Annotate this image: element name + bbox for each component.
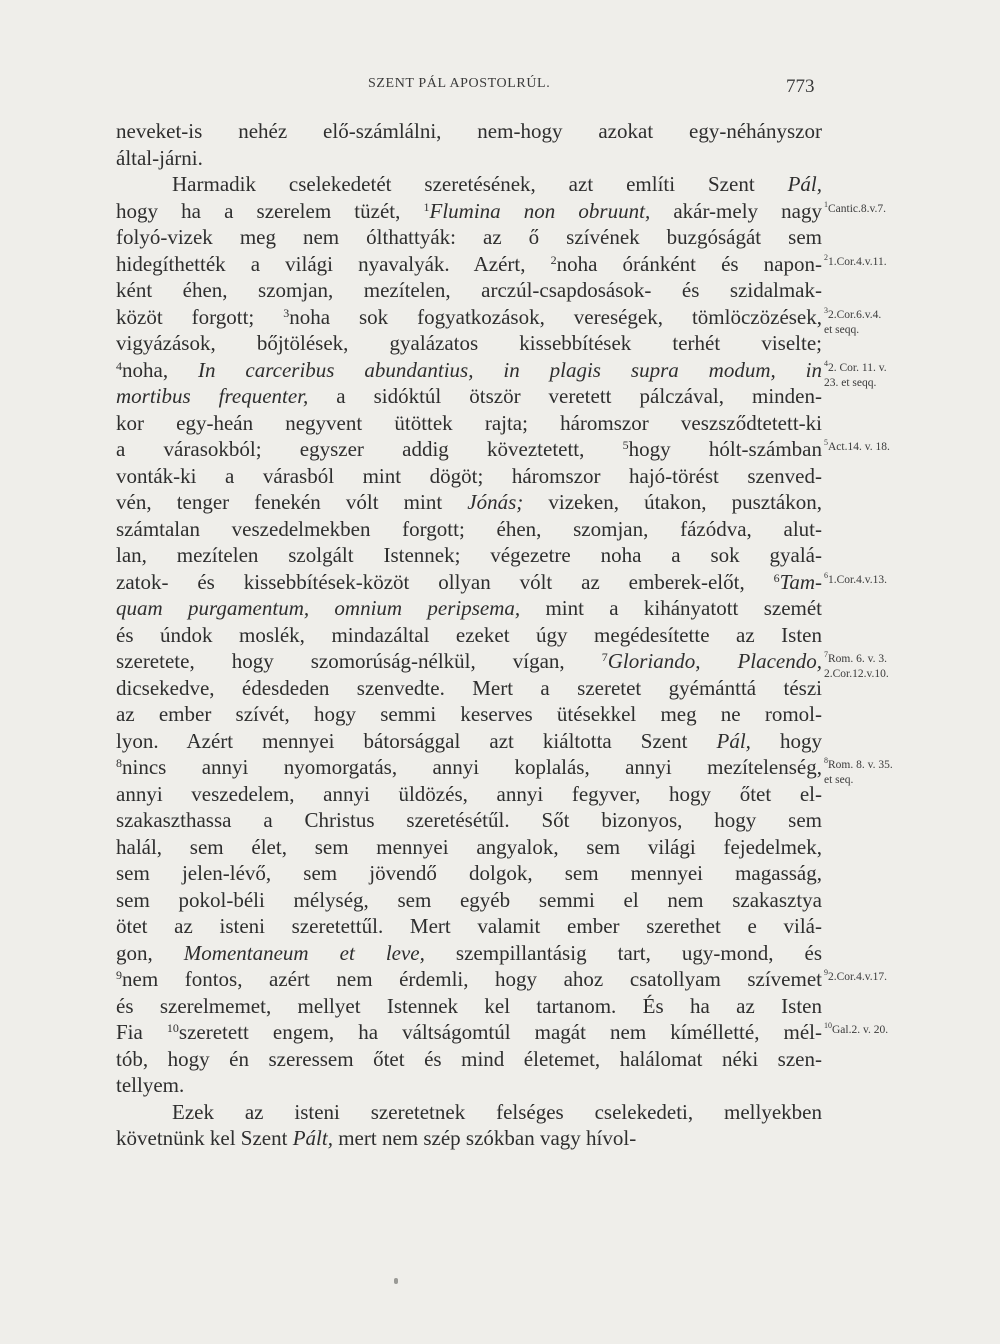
- text-line: [116, 118, 822, 144]
- text-segment: Rom. 6. v. 3.: [828, 653, 887, 665]
- italic-phrase: In carceribus abundantius, in plagis supra modum, in: [198, 357, 822, 382]
- margin-reference: [824, 376, 876, 390]
- text-segment: Gal.2. v. 20.: [832, 1024, 889, 1036]
- text-line: [116, 993, 822, 1019]
- text-segment: Ezek az isteni szeretetnek felséges cselekedeti, mellyekben: [172, 1099, 822, 1124]
- italic-phrase: Pál,: [716, 728, 751, 753]
- text-segment: Fia: [116, 1020, 167, 1044]
- footnote-marker: 10: [166, 1021, 179, 1035]
- text-segment: szakaszthassa a Christus szeretésétűl. Sőt bizonyos, hogy sem: [116, 808, 822, 832]
- text-segment: számtalan veszedelmekben forgott; éhen, szomjan, fázódva, alut-: [116, 516, 822, 541]
- text-line: [116, 701, 822, 727]
- text-line: [116, 913, 822, 939]
- italic-phrase: quam purgamentum, omnium peripsema,: [116, 596, 521, 620]
- text-segment: Harmadik cselekedetét szeretésének, azt említi Szent: [172, 172, 788, 196]
- text-line: [116, 489, 822, 515]
- text-line: [116, 595, 822, 621]
- text-line: [116, 145, 822, 171]
- text-segment: szempillantásig tart, ugy-mond, és: [424, 940, 822, 965]
- text-segment: Rom. 8. v. 35.: [828, 759, 893, 771]
- text-line: [116, 940, 822, 966]
- text-line: [116, 834, 822, 860]
- text-line: [116, 410, 822, 436]
- text-line: [116, 860, 822, 886]
- text-segment: 2.Cor.12.v.10.: [824, 668, 889, 680]
- text-segment: hogy hólt-számban: [628, 437, 822, 461]
- margin-reference: [824, 199, 887, 216]
- text-segment: gon,: [116, 940, 184, 965]
- footnote-marker: 7: [601, 650, 608, 664]
- footnote-marker: 3: [283, 305, 290, 320]
- margin-reference: [824, 570, 887, 587]
- footnote-marker: 4: [824, 358, 828, 368]
- text-line: [116, 675, 822, 701]
- italic-phrase: mortibus frequenter,: [116, 384, 309, 408]
- text-line: [116, 966, 822, 992]
- footnote-marker: 4: [116, 358, 122, 373]
- text-segment: nem fontos, azért nem érdemli, hogy ahoz csatollyam szívemet: [122, 967, 822, 991]
- text-segment: mert nem szép szókban vagy hívol-: [332, 1126, 637, 1150]
- text-line: [172, 1099, 822, 1125]
- footnote-marker: 6: [773, 570, 780, 585]
- margin-reference: [824, 667, 889, 681]
- text-segment: és úndok moslék, mindazáltal ezeket úgy megédesítette az Isten: [116, 622, 822, 647]
- footnote-marker: 3: [824, 305, 828, 315]
- text-line: [116, 277, 822, 303]
- text-segment: et seq.: [824, 774, 854, 786]
- text-segment: vigyázások, bőjtölések, gyalázatos kissebbítések terhét viselte;: [116, 331, 822, 355]
- margin-reference: [824, 305, 882, 322]
- footnote-marker: 6: [824, 570, 828, 580]
- text-segment: hogy ha a szerelem tüzét,: [116, 198, 424, 223]
- text-segment: lyon. Azért mennyei bátorsággal azt kiáltotta Szent: [116, 728, 717, 753]
- italic-phrase: Pál,: [787, 172, 822, 196]
- text-segment: által-járni.: [116, 145, 203, 170]
- text-segment: hidegíthették a világi nyavalyák. Azért,: [116, 251, 551, 276]
- text-segment: ötet az isteni szeretettűl. Mert valamit ember szerethet e vilá-: [116, 914, 822, 938]
- text-segment: noha sok fogyatkozások, vereségek, tömlöczözések,: [289, 304, 823, 329]
- text-segment: az ember szívét, hogy semmi keserves ütésekkel meg ne romol-: [116, 702, 822, 726]
- text-segment: 1.Cor.4.v.11.: [828, 255, 887, 268]
- text-line: [116, 383, 822, 409]
- text-line: [116, 1072, 822, 1098]
- text-segment: a várasokból; egyszer addig köveztetett,: [116, 437, 623, 461]
- text-segment: szeretete, hogy szomorúság-nélkül, vígan,: [116, 649, 602, 673]
- footnote-marker: 1: [824, 199, 828, 209]
- text-segment: nincs annyi nyomorgatás, annyi koplalás, annyi mezítelenség,: [122, 755, 822, 779]
- text-segment: vizeken, útakon, pusztákon,: [523, 490, 822, 514]
- text-line: [116, 224, 822, 250]
- text-line: [116, 198, 822, 224]
- text-line: [116, 1046, 822, 1072]
- footnote-marker: 5: [824, 438, 828, 447]
- italic-phrase: Momentaneum et leve,: [183, 940, 425, 965]
- text-line: [116, 516, 822, 542]
- footnote-marker: 9: [116, 968, 122, 982]
- text-segment: vén, tenger fenekén vólt mint: [116, 490, 468, 514]
- text-segment: dicsekedve, édesdeden szenvedte. Mert a szeretet gyémánttá tészi: [116, 675, 822, 700]
- text-segment: 2. Cor. 11. v.: [828, 361, 887, 374]
- text-line: [116, 357, 822, 383]
- text-line: [116, 1125, 822, 1151]
- text-line: [116, 436, 822, 462]
- text-segment: 2.Cor.6.v.4.: [828, 308, 882, 321]
- text-line: [116, 304, 822, 330]
- text-line: [116, 807, 822, 833]
- footnote-marker: 2: [824, 252, 828, 262]
- margin-reference: [824, 358, 887, 375]
- text-segment: et seqq.: [824, 323, 860, 336]
- text-line: [116, 542, 822, 568]
- text-segment: noha óránként és napon-: [556, 251, 822, 276]
- ink-speck: [394, 1278, 398, 1284]
- text-segment: követnünk kel Szent: [116, 1126, 293, 1150]
- text-segment: sem pokol-béli mélység, sem egyéb semmi el nem szakasztya: [116, 887, 822, 912]
- text-segment: Cantic.8.v.7.: [828, 202, 887, 215]
- text-segment: szeretett engem, ha váltságomtúl magát nem kímélletté, mél-: [178, 1020, 822, 1044]
- text-line: [116, 728, 822, 754]
- italic-phrase: Tam-: [779, 569, 822, 594]
- margin-reference: [824, 970, 887, 984]
- text-segment: vonták-ki a várasból mint dögöt; háromszor hajó-törést szenved-: [116, 463, 822, 488]
- text-line: [116, 330, 822, 356]
- text-line: [116, 251, 822, 277]
- text-segment: hogy: [750, 728, 822, 753]
- text-segment: Act.14. v. 18.: [828, 441, 890, 453]
- text-segment: közöt forgott;: [116, 304, 284, 329]
- margin-reference: [824, 1023, 888, 1037]
- text-segment: annyi veszedelem, annyi üldözés, annyi fegyver, hogy őtet el-: [116, 781, 822, 806]
- running-title: SZENT PÁL APOSTOLRÚL.: [368, 76, 551, 91]
- text-segment: és szerelmemet, mellyet Istennek kel tartanom. És ha az Isten: [116, 993, 822, 1018]
- text-line: [116, 463, 822, 489]
- text-segment: mint a kihányatott szemét: [520, 596, 822, 620]
- text-segment: tób, hogy én szeressem őtet és mind életemet, halálomat néki szen-: [116, 1046, 822, 1071]
- text-segment: zatok- és kissebbítések-közöt ollyan vólt az emberek-előt,: [116, 569, 774, 594]
- footnote-marker: 9: [824, 968, 828, 977]
- text-segment: folyó-vizek meg nem ólthattyák: az ő szívének buzgóságát sem: [116, 225, 822, 249]
- margin-reference: [824, 773, 853, 787]
- text-line: [116, 754, 822, 780]
- italic-phrase: Jónás;: [467, 490, 524, 514]
- text-segment: ként éhen, szomjan, mezítelen, arczúl-csapdosások- és szidalmak-: [116, 278, 822, 302]
- text-line: [116, 622, 822, 648]
- text-line: [116, 887, 822, 913]
- text-line: [116, 569, 822, 595]
- text-segment: lan, mezítelen szolgált Istennek; végezetre noha a sok gyalá-: [116, 543, 822, 567]
- margin-reference: [824, 652, 887, 666]
- text-segment: tellyem.: [116, 1073, 185, 1097]
- footnote-marker: 7: [824, 650, 828, 659]
- footnote-marker: 10: [824, 1021, 832, 1030]
- text-segment: 1.Cor.4.v.13.: [828, 573, 887, 586]
- text-segment: halál, sem élet, sem mennyei angyalok, sem világi fejedelmek,: [116, 834, 822, 859]
- margin-reference: [824, 252, 887, 269]
- text-segment: neveket-is nehéz elő-számlálni, nem-hogy azokat egy-néhányszor: [116, 119, 822, 143]
- italic-phrase: Pált,: [292, 1126, 333, 1150]
- text-segment: 2.Cor.4.v.17.: [828, 971, 887, 983]
- page-number: 773: [786, 76, 815, 97]
- text-line: [172, 171, 822, 197]
- text-segment: akár-mely nagy: [650, 198, 822, 223]
- margin-reference: [824, 758, 893, 772]
- margin-reference: [824, 323, 859, 337]
- footnote-marker: 8: [824, 756, 828, 765]
- margin-reference: [824, 440, 890, 454]
- text-segment: a sidóktúl ötször veretett pálczával, minden-: [308, 384, 822, 408]
- text-segment: kor egy-heán negyvent ütöttek rajta; háromszor veszsződtetett-ki: [116, 410, 822, 435]
- footnote-marker: 5: [622, 438, 629, 452]
- footnote-marker: 1: [423, 199, 430, 214]
- italic-phrase: Flumina non obruunt,: [429, 198, 651, 223]
- text-segment: noha,: [122, 357, 198, 382]
- text-segment: 23. et seqq.: [824, 376, 877, 389]
- footnote-marker: 8: [116, 756, 122, 770]
- text-line: [116, 781, 822, 807]
- text-line: [116, 1019, 822, 1045]
- text-line: [116, 648, 822, 674]
- italic-phrase: Gloriando, Placendo,: [607, 649, 823, 673]
- footnote-marker: 2: [550, 252, 557, 267]
- text-segment: sem jelen-lévő, sem jövendő dolgok, sem mennyei magasság,: [116, 861, 822, 885]
